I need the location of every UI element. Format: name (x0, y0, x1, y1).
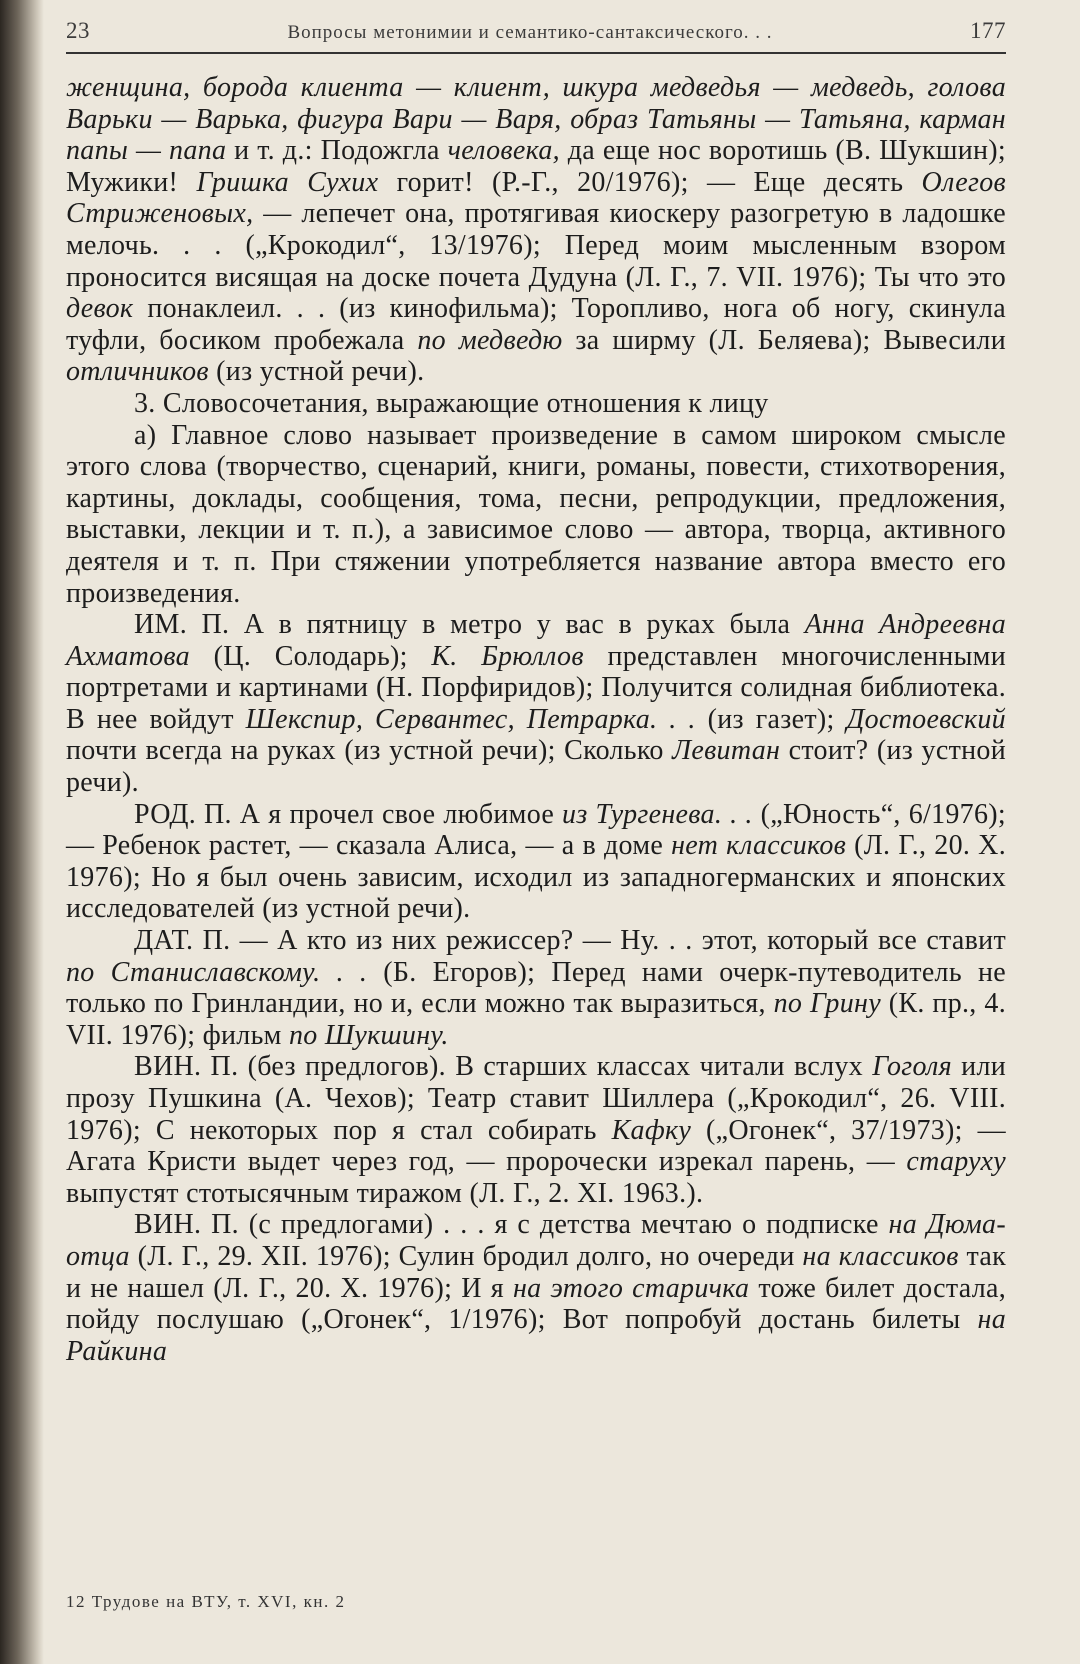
header-rule (66, 52, 1006, 54)
paragraph-5-genitive: РОД. П. А я прочел свое любимое из Тургенева. . . („Юность“, 6/1976); — Ребенок растет, — сказала Алиса, — а в доме нет классиков (Л. Г., 20. X. 1976); Но я был очень зависим, исходил из западногерманских и японских исследователей (из устной речи). (66, 798, 1006, 925)
paragraph-1: женщина, борода клиента — клиент, шкура медведья — медведь, голова Варьки — Варька, фигура Вари — Варя, образ Татьяны — Татьяна, карман папы — папа и т. д.: Подожгла человека, да еще нос воротишь (В. Шукшин); Мужики! Гришка Сухих горит! (Р.-Г., 20/1976); — Еще десять Олегов Стриженовых, — лепечет она, протягивая киоскеру разогретую в ладошке мелочь. . . („Крокодил“, 13/1976); Перед моим мысленным взором проносится висящая на доске почета Дудуна (Л. Г., 7. VII. 1976); Ты что это девок понаклеил. . . (из кинофильма); Торопливо, нога об ногу, скинула туфли, босиком пробежала по медведю за ширму (Л. Беляева); Вывесили отличников (из устной речи). (66, 72, 1006, 388)
book-gutter-shadow (0, 0, 44, 1664)
page-body (66, 72, 1006, 1367)
paragraph-3: а) Главное слово называет произведение в самом широком смысле этого слова (творчество, сценарий, книги, романы, повести, стихотворения, картины, доклады, сообщения, тома, песни, репродукции, предложения, выставки, лекции и т. п.), а зависимое слово — автора, творца, активного деятеля и т. п. При стяжении употребляется название автора вместо его произведения. (66, 419, 1006, 609)
running-header (66, 18, 1006, 50)
signature-footer: 12 Трудове на ВТУ, т. XVI, кн. 2 (66, 1592, 346, 1611)
page-number: 177 (970, 18, 1006, 43)
running-title: Вопросы метонимии и семантико-сантаксического. . . (287, 22, 773, 43)
paragraph-4-nominative: ИМ. П. А в пятницу в метро у вас в руках была Анна Андреевна Ахматова (Ц. Солодарь); К. Брюллов представлен многочисленными портретами и картинами (Н. Порфиридов); Получится солидная библиотека. В нее войдут Шекспир, Сервантес, Петрарка. . . (из газет); Достоевский почти всегда на руках (из устной речи); Сколько Левитан стоит? (из устной речи). (66, 609, 1006, 799)
paragraph-6-dative: ДАТ. П. — А кто из них режиссер? — Ну. . . этот, который все ставит по Станиславскому. . . (Б. Егоров); Перед нами очерк-путеводитель не только по Гринландии, но и, если можно так выразиться, по Грину (К. пр., 4. VII. 1976); фильм по Шукшину. (66, 925, 1006, 1051)
paragraph-7-accusative: ВИН. П. (без предлогов). В старших классах читали вслух Гоголя или прозу Пушкина (А. Чехов); Театр ставит Шиллера („Крокодил“, 26. VIII. 1976); С некоторых пор я стал собирать Кафку („Огонек“, 37/1973); — Агата Кристи выдет через год, — пророчески изрекал парень, — старуху выпустят стотысячным тиражом (Л. Г., 2. XI. 1963.). (66, 1051, 1006, 1209)
book-page (66, 18, 1006, 1367)
section-number: 23 (66, 18, 90, 43)
paragraph-8-accusative-prepositional: ВИН. П. (с предлогами) . . . я с детства мечтаю о подписке на Дюма-отца (Л. Г., 29. XII. 1976); Сулин бродил долго, но очереди на классиков так и не нашел (Л. Г., 20. X. 1976); И я на этого старичка тоже билет достала, пойду послушаю („Огонек“, 1/1976); Вот попробуй достань билеты на Райкина (66, 1209, 1006, 1367)
paragraph-2-heading: 3. Словосочетания, выражающие отношения к лицу (134, 387, 769, 419)
